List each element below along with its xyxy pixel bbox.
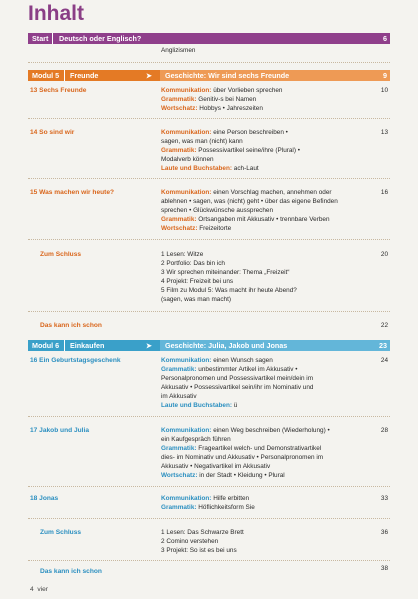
- lesson-13-w: Wortschatz: Hobbys • Jahreszeiten: [161, 105, 263, 112]
- lesson-15-title: 15 Was machen wir heute?: [30, 189, 115, 196]
- lesson-16-g: Grammatik: unbestimmter Artikel im Akkusativ •: [161, 366, 298, 373]
- lesson-16-g2: Personalpronomen und Possessivartikel mein/dein im: [161, 375, 314, 382]
- lesson-17-page: 28: [380, 427, 388, 434]
- lesson-18-page: 33: [380, 495, 388, 502]
- lesson-17-title: 17 Jakob und Julia: [30, 427, 89, 434]
- module5-bar: [28, 70, 390, 81]
- m5-zum-page: 20: [380, 251, 388, 258]
- lesson-14-g: Grammatik: Possessivartikel seine/ihre (Plural) •: [161, 147, 300, 154]
- lesson-16-g4: im Akkusativ: [161, 393, 197, 400]
- lesson-18-title: 18 Jonas: [30, 495, 59, 502]
- m6-zum-page: 36: [380, 529, 388, 536]
- lesson-13-g: Grammatik: Genitiv-s bei Namen: [161, 96, 257, 103]
- lesson-13-title: 13 Sechs Freunde: [30, 87, 87, 94]
- start-title: Deutsch oder Englisch?: [59, 34, 142, 43]
- arrow-icon: ➤: [146, 71, 153, 80]
- lesson-16-title: 16 Ein Geburtstagsgeschenk: [30, 357, 121, 364]
- m6-kann-page: 38: [380, 565, 388, 572]
- lesson-14-l: Laute und Buchstaben: ach-Laut: [161, 165, 259, 172]
- lesson-18-g: Grammatik: Höflichkeitsform Sie: [161, 504, 255, 511]
- module5-page: 9: [383, 71, 387, 80]
- lesson-18-k: Kommunikation: Hilfe erbitten: [161, 495, 250, 502]
- m5-kann-page: 22: [380, 322, 388, 329]
- m6-zum-title: Zum Schluss: [40, 529, 82, 536]
- module6-page: 23: [379, 341, 387, 350]
- lesson-14-g2: Modalverb können: [161, 156, 214, 163]
- module5-topic: Freunde: [70, 71, 99, 80]
- lesson-16-l: Laute und Buchstaben: ü: [161, 402, 238, 409]
- m5-kann-title: Das kann ich schon: [40, 322, 102, 329]
- m6-zum-item: 3 Projekt: So ist es bei uns: [161, 547, 237, 554]
- start-bar: [28, 33, 390, 44]
- m5-zum-item: (sagen, was man macht): [161, 296, 231, 303]
- lesson-17-g3: Akkusativ • Negativartikel im Akkusativ: [161, 463, 271, 470]
- m5-zum-item: 2 Portfolio: Das bin ich: [161, 260, 225, 267]
- module5-label: Modul 5: [32, 71, 60, 80]
- m5-zum-item: 1 Lesen: Witze: [161, 251, 204, 258]
- lesson-15-w: Wortschatz: Freizeitorte: [161, 225, 232, 232]
- module6-label: Modul 6: [32, 341, 60, 350]
- m5-zum-item: 5 Film zu Modul 5: Was macht ihr heute Abend?: [161, 287, 297, 294]
- m5-zum-title: Zum Schluss: [40, 251, 82, 258]
- lesson-14-title: 14 So sind wir: [30, 129, 75, 136]
- footer-page: 4 vier: [30, 586, 48, 593]
- lesson-17-k: Kommunikation: einen Weg beschreiben (Wiederholung) •: [161, 427, 330, 434]
- lesson-16-page: 24: [380, 357, 388, 364]
- m5-zum-item: 4 Projekt: Freizeit bei uns: [161, 278, 234, 285]
- start-page: 6: [383, 34, 387, 43]
- m6-kann-title: Das kann ich schon: [40, 568, 102, 575]
- lesson-15-g: Grammatik: Ortsangaben mit Akkusativ • trennbare Verben: [161, 216, 330, 223]
- m6-zum-item: 2 Comino verstehen: [161, 538, 219, 545]
- lesson-13-k: Kommunikation: über Vorlieben sprechen: [161, 87, 283, 94]
- lesson-16-k: Kommunikation: einen Wunsch sagen: [161, 357, 273, 364]
- lesson-15-k3: sprechen • Glückwünsche aussprechen: [161, 207, 274, 214]
- start-label: Start: [32, 34, 49, 43]
- lesson-17-w: Wortschatz: in der Stadt • Kleidung • Plural: [161, 472, 285, 479]
- lesson-15-k: Kommunikation: einen Vorschlag machen, annehmen oder: [161, 189, 332, 196]
- lesson-14-page: 13: [380, 129, 388, 136]
- m5-zum-item: 3 Wir sprechen miteinander: Thema „Freizeit“: [161, 269, 290, 276]
- lesson-17-k2: ein Kaufgespräch führen: [161, 436, 231, 443]
- lesson-15-k2: ablehnen • sagen, was (nicht) geht • über das eigene Befinden: [161, 198, 338, 205]
- lesson-14-k2: sagen, was man (nicht) kann: [161, 138, 243, 145]
- m6-zum-item: 1 Lesen: Das Schwarze Brett: [161, 529, 244, 536]
- module6-topic: Einkaufen: [70, 341, 105, 350]
- lesson-13-page: 10: [380, 87, 388, 94]
- arrow-icon: ➤: [146, 341, 153, 350]
- page-title: Inhalt: [28, 2, 84, 25]
- module6-bar: [28, 340, 390, 351]
- lesson-16-g3: Akkusativ • Possessivartikel sein/ihr im Nominativ und: [161, 384, 314, 391]
- lesson-15-page: 16: [380, 189, 388, 196]
- lesson-17-g: Grammatik: Frageartikel welch- und Demonstrativartikel: [161, 445, 322, 452]
- module5-story: Geschichte: Wir sind sechs Freunde: [165, 71, 290, 80]
- module6-story: Geschichte: Julia, Jakob und Jonas: [165, 341, 288, 350]
- lesson-17-g2: dies- im Nominativ und Akkusativ • Personalpronomen im: [161, 454, 324, 461]
- lesson-14-k: Kommunikation: eine Person beschreiben •: [161, 129, 288, 136]
- start-sub: Anglizismen: [161, 47, 196, 54]
